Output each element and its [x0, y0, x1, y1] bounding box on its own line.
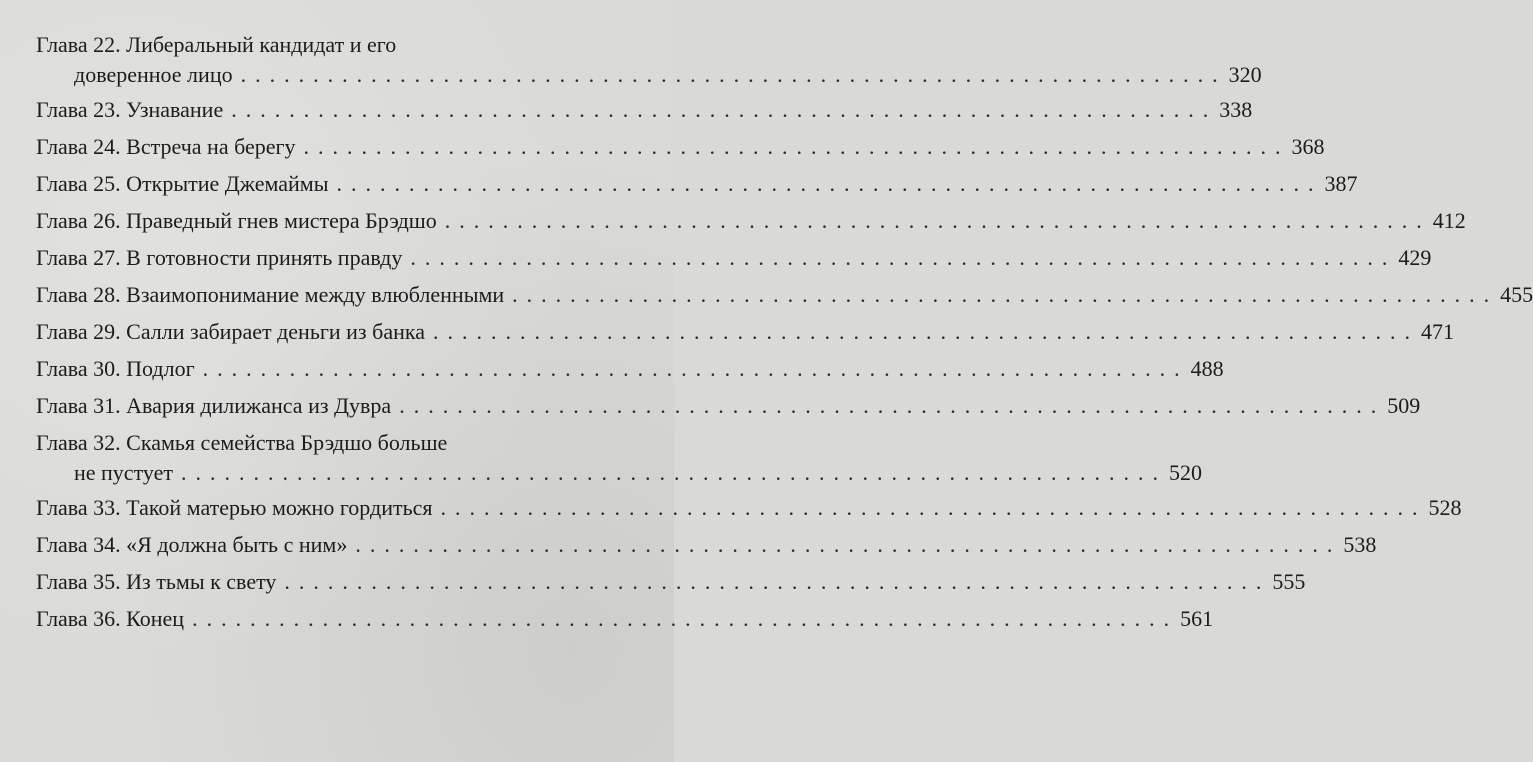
chapter-title: Скамья семейства Брэдшо больше: [126, 430, 448, 455]
chapter-title: Встреча на берегу: [126, 134, 296, 159]
chapter-label: Глава 31.: [36, 393, 121, 418]
page-number: 509: [1387, 393, 1421, 418]
leader-dots: ....................................................................: [336, 171, 1323, 196]
leader-dots: ....................................................................: [440, 495, 1427, 520]
page-number: 528: [1428, 495, 1462, 520]
chapter-label: Глава 26.: [36, 208, 121, 233]
chapter-label: Глава 27.: [36, 245, 121, 270]
toc-entry-29: [36, 317, 1454, 347]
chapter-title: Узнавание: [126, 97, 224, 122]
page-number: 387: [1324, 171, 1358, 196]
chapter-label: Глава 36.: [36, 606, 121, 631]
page-number: 320: [1228, 62, 1262, 87]
leader-dots: ....................................................................: [432, 319, 1419, 344]
chapter-label: Глава 34.: [36, 532, 121, 557]
chapter-label: Глава 29.: [36, 319, 121, 344]
chapter-label: Глава 25.: [36, 171, 121, 196]
chapter-title: Либеральный кандидат и его: [126, 32, 397, 57]
leader-dots: ....................................................................: [355, 532, 1342, 557]
page-number: 455: [1500, 282, 1533, 307]
leader-dots: ....................................................................: [410, 245, 1397, 270]
page-number: 555: [1272, 569, 1306, 594]
page-number: 429: [1398, 245, 1432, 270]
toc-entry-27: [36, 243, 1432, 273]
leader-dots: ....................................................................: [399, 393, 1386, 418]
chapter-title-continued: доверенное лицо: [74, 62, 233, 87]
toc-entry-24: [36, 132, 1325, 162]
chapter-title: Из тьмы к свету: [126, 569, 277, 594]
toc-entry-30: [36, 354, 1224, 384]
chapter-label: Глава 22.: [36, 32, 121, 57]
toc-entry-33: [36, 493, 1462, 523]
leader-dots: ....................................................................: [181, 460, 1167, 485]
leader-dots: ....................................................................: [192, 606, 1179, 631]
chapter-title: Подлог: [126, 356, 195, 381]
leader-dots: ....................................................................: [240, 62, 1227, 87]
chapter-label: Глава 35.: [36, 569, 121, 594]
page-number: 561: [1180, 606, 1214, 631]
page-number: 471: [1420, 319, 1454, 344]
toc-entry-25: [36, 169, 1358, 199]
page-number: 488: [1190, 356, 1224, 381]
chapter-title: Открытие Джемаймы: [126, 171, 329, 196]
chapter-title: Взаимопонимание между влюбленными: [126, 282, 505, 307]
chapter-label: Глава 24.: [36, 134, 121, 159]
leader-dots: ....................................................................: [284, 569, 1271, 594]
toc-entry-26: [36, 206, 1466, 236]
toc-entry-31: [36, 391, 1421, 421]
chapter-label: Глава 33.: [36, 495, 121, 520]
toc-entry-35: [36, 567, 1306, 597]
leader-dots: ....................................................................: [444, 208, 1431, 233]
leader-dots: ....................................................................: [512, 282, 1499, 307]
page-number: 368: [1291, 134, 1325, 159]
toc-entry-36: [36, 604, 1214, 634]
toc-entry-32: [36, 428, 1202, 488]
chapter-label: Глава 28.: [36, 282, 121, 307]
toc-entry-22: [36, 30, 1262, 90]
chapter-title: «Я должна быть с ним»: [126, 532, 348, 557]
chapter-title: Праведный гнев мистера Брэдшо: [126, 208, 437, 233]
chapter-label: Глава 30.: [36, 356, 121, 381]
chapter-label: Глава 23.: [36, 97, 121, 122]
chapter-title-continued: не пустует: [74, 460, 173, 485]
toc-entry-28: [36, 280, 1533, 310]
chapter-title: Конец: [126, 606, 185, 631]
page-number: 520: [1169, 460, 1202, 485]
page-number: 338: [1219, 97, 1253, 122]
leader-dots: ....................................................................: [303, 134, 1290, 159]
toc-entry-34: [36, 530, 1377, 560]
leader-dots: ....................................................................: [231, 97, 1218, 122]
chapter-title: Такой матерью можно гордиться: [126, 495, 433, 520]
chapter-title: Салли забирает деньги из банка: [126, 319, 425, 344]
page-number: 412: [1432, 208, 1466, 233]
page-number: 538: [1343, 532, 1377, 557]
chapter-title: В готовности принять правду: [126, 245, 403, 270]
chapter-title: Авария дилижанса из Дувра: [126, 393, 392, 418]
leader-dots: ....................................................................: [202, 356, 1189, 381]
toc-entry-23: [36, 95, 1253, 125]
chapter-label: Глава 32.: [36, 430, 121, 455]
